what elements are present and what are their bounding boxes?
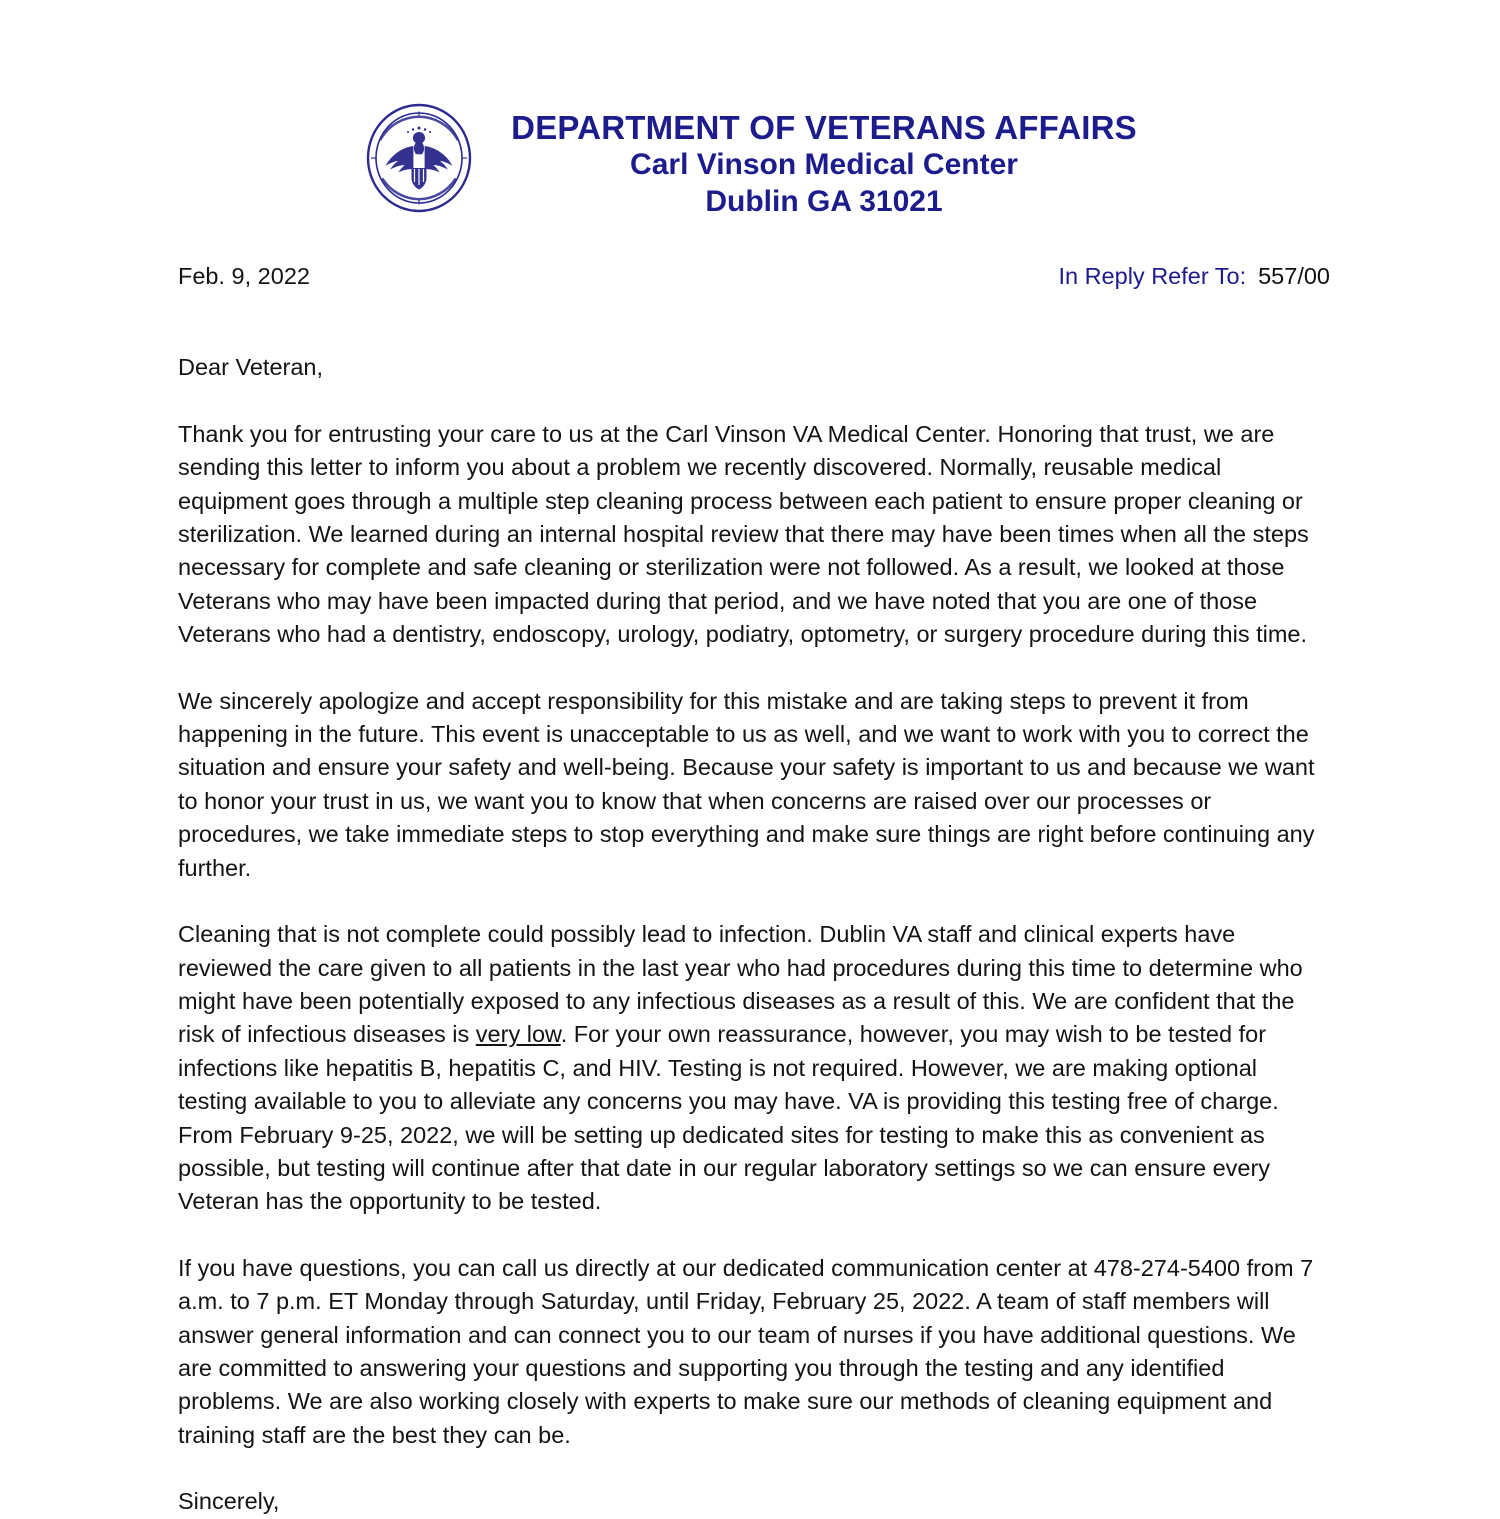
letter-body <box>178 260 1330 1519</box>
letter-date: Feb. 9, 2022 <box>178 263 310 289</box>
in-reply-refer-to <box>1058 260 1330 293</box>
paragraph-3 <box>178 918 1330 1219</box>
closing: Sincerely, <box>178 1488 280 1515</box>
salutation: Dear Veteran, <box>178 354 324 381</box>
letter-meta-row <box>178 260 1330 293</box>
refer-value: 557/00 <box>1258 263 1330 289</box>
letterhead <box>0 96 1500 220</box>
paragraph-3-text-after: . For your own reassurance, however, you may wish to be tested for infections like hepatitis B, hepatitis C, and HIV. Testing is not required. However, we are making optional testing available to you to alleviate any concerns you may have. VA is providing this testing free of charge. From February 9-25, 2022, we will be setting up dedicated sites for testing to make this as convenient as possible, but testing will continue after that date in our regular laboratory settings so we can ensure every Veteran has the opportunity to be tested. <box>178 1021 1279 1215</box>
paragraph-1: Thank you for entrusting your care to us at the Carl Vinson VA Medical Center. Honoring that trust, we are sending this letter to inform you about a problem we recently discovered. Normally, reusable medical equipment goes through a multiple step cleaning process between each patient to ensure proper cleaning or sterilization. We learned during an internal hospital review that there may have been times when all the steps necessary for complete and safe cleaning or sterilization were not followed. As a result, we looked at those Veterans who may have been impacted during that period, and we have noted that you are one of those Veterans who had a dentistry, endoscopy, urology, podiatry, optometry, or surgery procedure during this time. <box>178 420 1309 648</box>
agency-name: DEPARTMENT OF VETERANS AFFAIRS <box>511 109 1137 146</box>
paragraph-3-text-before: Cleaning that is not complete could possibly lead to infection. Dublin VA staff and clinical experts have reviewed the care given to all patients in the last year who had procedures during this time to determine who might have been potentially exposed to any infectious diseases as a result of this. We are confident that the risk of infectious diseases is <box>178 921 1303 1048</box>
paragraph-3-emphasis: very low <box>475 1021 561 1048</box>
facility-name: Carl Vinson Medical Center <box>630 147 1018 181</box>
paragraph-2: We sincerely apologize and accept responsibility for this mistake and are taking steps to prevent it from happening in the future. This event is unacceptable to us as well, and we want to work with you to correct the situation and ensure your safety and well-being. Because your safety is important to us and because we want to honor your trust in us, we want you to know that when concerns are raised over our processes or procedures, we take immediate steps to stop everything and make sure things are right before continuing any further. <box>178 687 1315 881</box>
agency-text-block <box>511 96 1137 220</box>
va-seal-icon <box>363 102 475 214</box>
refer-label: In Reply Refer To: <box>1058 263 1247 289</box>
paragraph-4: If you have questions, you can call us directly at our dedicated communication center at 478-274-5400 from 7 a.m. to 7 p.m. ET Monday through Saturday, until Friday, February 25, 2022. A team of staff members will answer general information and can connect you to our team of nurses if you have additional questions. We are committed to answering your questions and supporting you through the testing and any identified problems. We are also working closely with experts to make sure our methods of cleaning equipment and training staff are the best they can be. <box>178 1254 1314 1448</box>
facility-location: Dublin GA 31021 <box>705 184 943 218</box>
